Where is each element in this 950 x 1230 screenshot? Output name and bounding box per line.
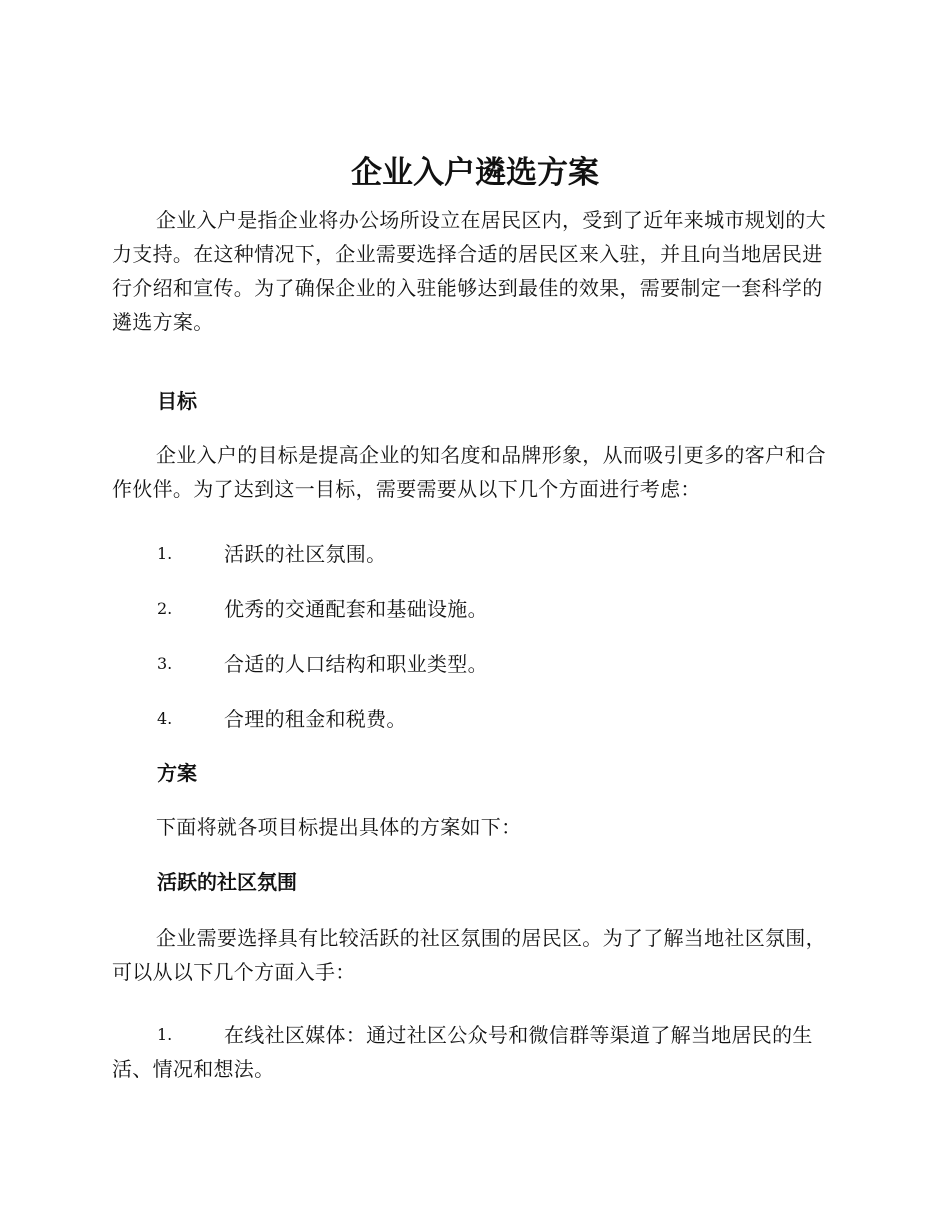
list-item-text: 合理的租金和税费。	[224, 707, 407, 731]
list-item-text: 合适的人口结构和职业类型。	[224, 652, 488, 676]
list-item-number: 2.	[157, 599, 173, 618]
list-item-text: 优秀的交通配套和基础设施。	[224, 597, 488, 621]
list-item-number: 3.	[157, 654, 173, 673]
intro-paragraph: 企业入户是指企业将办公场所设立在居民区内，受到了近年来城市规划的大力支持。在这种情况下，企业需要选择合适的居民区来入驻，并且向当地居民进行介绍和宣传。为了确保企业的入驻能够达到最佳的效果，需要制定一套科学的遴选方案。	[112, 208, 826, 334]
list-item	[112, 592, 830, 626]
list-item	[112, 537, 830, 571]
list-item-text: 活跃的社区氛围。	[224, 542, 387, 566]
document-title: 企业入户遴选方案	[351, 155, 599, 191]
goal-heading: 目标	[157, 389, 197, 413]
list-item	[112, 1018, 830, 1086]
list-item-number: 4.	[157, 709, 173, 728]
community-heading: 活跃的社区氛围	[157, 870, 297, 894]
plan-heading: 方案	[157, 761, 197, 785]
community-paragraph: 企业需要选择具有比较活跃的社区氛围的居民区。为了了解当地社区氛围，可以从以下几个方面入手：	[112, 926, 826, 984]
list-item	[112, 647, 830, 681]
goal-paragraph: 企业入户的目标是提高企业的知名度和品牌形象，从而吸引更多的客户和合作伙伴。为了达到这一目标，需要需要从以下几个方面进行考虑：	[112, 443, 826, 501]
list-item-number: 1.	[157, 1025, 173, 1044]
list-item-number: 1.	[157, 544, 173, 563]
list-item-text: 在线社区媒体：通过社区公众号和微信群等渠道了解当地居民的生活、情况和想法。	[112, 1023, 813, 1081]
plan-paragraph: 下面将就各项目标提出具体的方案如下：	[156, 815, 522, 839]
list-item	[112, 702, 830, 736]
